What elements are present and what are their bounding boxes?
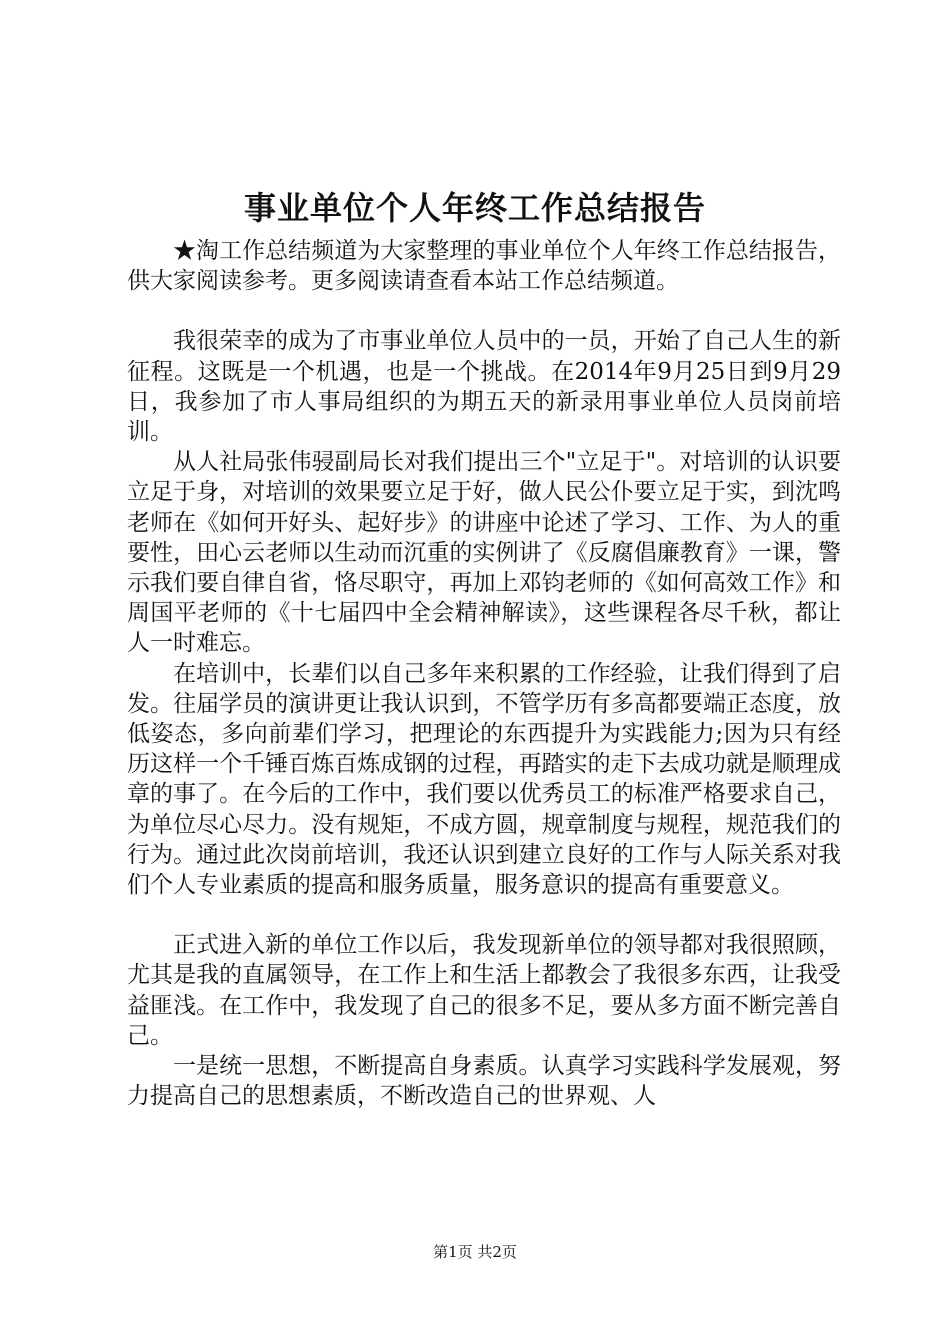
body-paragraph-5: 一是统一思想，不断提高自身素质。认真学习实践科学发展观，努力提高自己的思想素质，不断改造自己的世界观、人	[127, 1053, 841, 1110]
intro-paragraph: ★淘工作总结频道为大家整理的事业单位个人年终工作总结报告，供大家阅读参考。更多阅读请查看本站工作总结频道。	[127, 238, 841, 295]
page-footer: 第1页 共2页	[433, 1243, 517, 1261]
document-body	[127, 236, 841, 1111]
body-paragraph-4: 正式进入新的单位工作以后，我发现新单位的领导都对我很照顾，尤其是我的直属领导，在工作上和生活上都教会了我很多东西，让我受益匪浅。在工作中，我发现了自己的很多不足，要从多方面不断完善自己。	[127, 932, 841, 1049]
body-paragraph-3: 在培训中，长辈们以自己多年来积累的工作经验，让我们得到了启发。往届学员的演讲更让我认识到，不管学历有多高都要端正态度，放低姿态，多向前辈们学习，把理论的东西提升为实践能力;因为只有经历这样一个千锤百炼百炼成钢的过程，再踏实的走下去成功就是顺理成章的事了。在今后的工作中，我们要以优秀员工的标准严格要求自己，为单位尽心尽力。没有规矩，不成方圆，规章制度与规程，规范我们的行为。通过此次岗前培训，我还认识到建立良好的工作与人际关系对我们个人专业素质的提高和服务质量，服务意识的提高有重要意义。	[127, 660, 841, 899]
body-paragraph-2: 从人社局张伟骎副局长对我们提出三个"立足于"。对培训的认识要立足于身，对培训的效果要立足于好，做人民公仆要立足于实，到沈鸣老师在《如何开好头、起好步》的讲座中论述了学习、工作、为人的重要性，田心云老师以生动而沉重的实例讲了《反腐倡廉教育》一课，警示我们要自律自省，恪尽职守，再加上邓钧老师的《如何高效工作》和周国平老师的《十七届四中全会精神解读》，这些课程各尽千秋，都让人一时难忘。	[127, 449, 841, 657]
document-title: 事业单位个人年终工作总结报告	[243, 189, 706, 227]
body-paragraph-1: 我很荣幸的成为了市事业单位人员中的一员，开始了自己人生的新征程。这既是一个机遇，也是一个挑战。在2014年9月25日到9月29日，我参加了市人事局组织的为期五天的新录用事业单位人员岗前培训。	[127, 328, 841, 446]
